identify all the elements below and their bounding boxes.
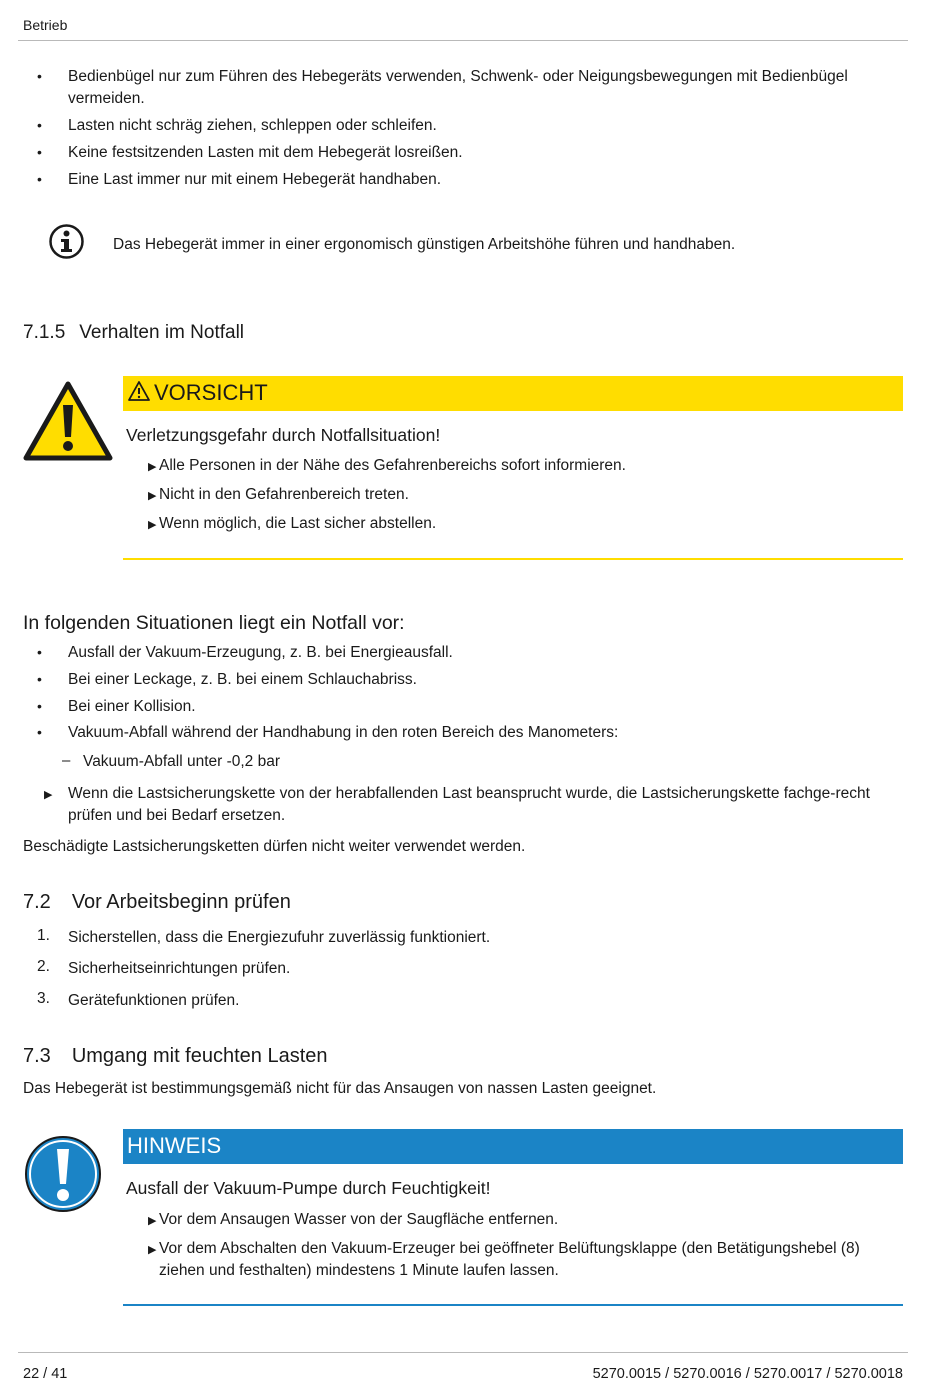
list-item: Ausfall der Vakuum-Erzeugung, z. B. bei Energieausfall. [68,644,453,661]
bullet-marker: • [37,68,42,84]
section-7-3-text: Das Hebegerät ist bestimmungsgemäß nicht für das Ansaugen von nassen Lasten geeignet. [23,1080,657,1097]
info-note-text: Das Hebegerät immer in einer ergonomisch günstigen Arbeitshöhe führen und handhaben. [113,236,736,253]
notice-title: HINWEIS [127,1133,222,1158]
arrow-icon: ▶ [148,461,157,473]
section-title: Umgang mit feuchten Lasten [71,1045,328,1067]
caution-step: Nicht in den Gefahrenbereich treten. [159,486,409,503]
list-item: Eine Last immer nur mit einem Hebegerät handhaben. [68,171,442,188]
caution-step: Wenn möglich, die Last sicher abstellen. [159,515,437,532]
exclamation-circle-icon [23,1134,103,1214]
check-step: Gerätefunktionen prüfen. [68,992,240,1009]
sub-list-item: Vakuum-Abfall unter -0,2 bar [83,753,281,770]
info-icon [48,223,85,260]
section-heading-7-3 [23,1045,328,1068]
bullet-marker: • [37,724,42,740]
bullet-marker: • [37,144,42,160]
caution-bottom-rule [123,558,903,560]
step-number: 2. [37,958,50,975]
arrow-icon: ▶ [148,1244,157,1256]
list-item: Vakuum-Abfall während der Handhabung in den roten Bereich des Manometers: [68,724,619,741]
step-number: 1. [37,927,50,944]
check-step: Sicherheitseinrichtungen prüfen. [68,960,291,977]
list-item: Bei einer Kollision. [68,698,196,715]
footer-divider [18,1352,908,1353]
page-number: 22 / 41 [23,1366,68,1382]
notice-banner [123,1129,903,1164]
notice-bottom-rule [123,1304,903,1306]
notice-subtitle: Ausfall der Vakuum-Pumpe durch Feuchtigkeit! [126,1178,491,1198]
document-numbers: 5270.0015 / 5270.0016 / 5270.0017 / 5270.0018 [592,1366,903,1382]
section-heading-7-1-5 [23,322,244,344]
section-number: 7.1.5 [23,322,66,343]
section-number: 7.3 [23,1045,51,1067]
caution-subtitle: Verletzungsgefahr durch Notfallsituation! [126,425,441,445]
step-number: 3. [37,990,50,1007]
caution-small-triangle-icon [127,380,151,407]
emergency-heading: In folgenden Situationen liegt ein Notfall vor: [23,612,405,634]
action-step: Wenn die Lastsicherungskette von der herabfallenden Last beansprucht wurde, die Lastsicherungskette fachge-recht prüfen und bei Bedarf ersetzen. [68,785,870,824]
caution-banner [123,376,903,411]
arrow-icon: ▶ [148,490,157,502]
section-title: Verhalten im Notfall [79,322,245,343]
list-item: Lasten nicht schräg ziehen, schleppen oder schleifen. [68,117,437,134]
running-header: Betrieb [23,17,68,33]
arrow-icon: ▶ [44,789,53,801]
caution-step: Alle Personen in der Nähe des Gefahrenbereichs sofort informieren. [159,457,626,474]
list-item: Bei einer Leckage, z. B. bei einem Schlauchabriss. [68,671,417,688]
warning-triangle-icon [23,381,113,461]
caution-title: VORSICHT [154,380,268,405]
bullet-marker: • [37,117,42,133]
bullet-marker: • [37,671,42,687]
bullet-marker: • [37,171,42,187]
list-item: Bedienbügel nur zum Führen des Hebegeräts verwenden, Schwenk- oder Neigungsbewegungen mit Bedienbügel vermeiden. [68,68,848,107]
arrow-icon: ▶ [148,1215,157,1227]
check-step: Sicherstellen, dass die Energiezufuhr zuverlässig funktioniert. [68,929,491,946]
dash-marker: – [62,752,71,769]
section-heading-7-2 [23,891,291,914]
section-number: 7.2 [23,891,51,913]
arrow-icon: ▶ [148,519,157,531]
header-divider [18,40,908,41]
section-title: Vor Arbeitsbeginn prüfen [71,891,291,913]
notice-step: Vor dem Abschalten den Vakuum-Erzeuger bei geöffneter Belüftungsklappe (den Betätigungshebel (8) ziehen und festhalten) mindestens 1 Minute laufen lassen. [159,1240,860,1279]
notice-step: Vor dem Ansaugen Wasser von der Saugfläche entfernen. [159,1211,559,1228]
bullet-marker: • [37,644,42,660]
list-item: Keine festsitzenden Lasten mit dem Hebegerät losreißen. [68,144,463,161]
emergency-closing: Beschädigte Lastsicherungsketten dürfen nicht weiter verwendet werden. [23,838,526,855]
bullet-marker: • [37,698,42,714]
